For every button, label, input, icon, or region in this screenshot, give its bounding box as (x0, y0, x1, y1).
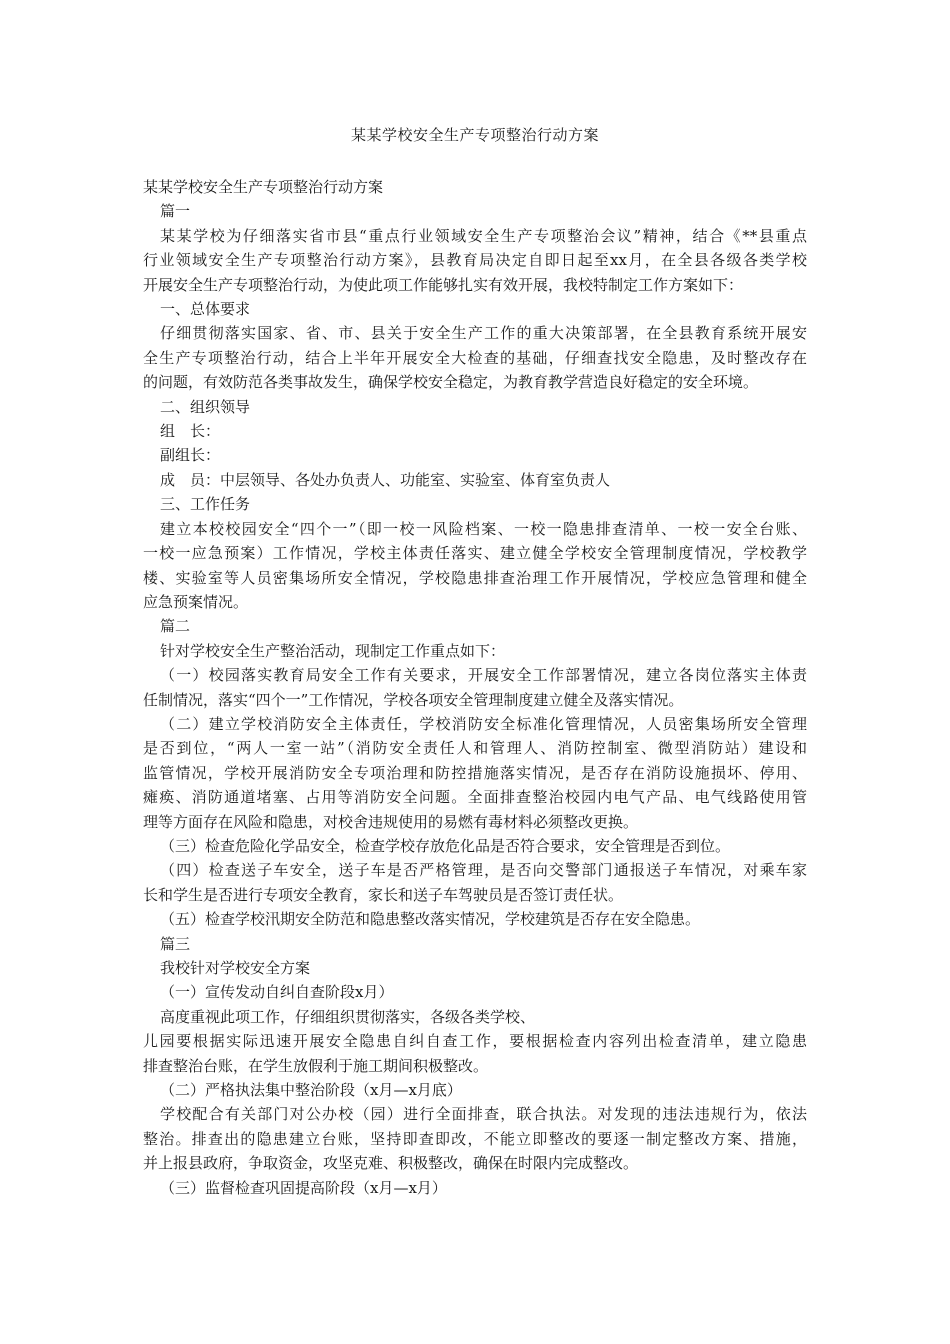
section-line: 针对学校安全生产整治活动，现制定工作重点如下： (160, 641, 506, 660)
section-line: 二、组织领导 (160, 397, 251, 416)
paragraph-line: （二）建立学校消防安全主体责任，学校消防安全标准化管理情况，人员密集场所安全管理 (160, 714, 807, 733)
section-line: 篇二 (160, 617, 191, 636)
paragraph-line: （四）检查送子车安全，送子车是否严格管理，是否向交警部门通报送子车情况，对乘车家 (160, 861, 807, 880)
section-line: 篇三 (160, 934, 191, 953)
section-line: （一）宣传发动自纠自查阶段x月） (160, 983, 394, 1002)
paragraph-line: 建立本校校园安全“四个一”（即一校一风险档案、一校一隐患排查清单、一校一安全台账、 (160, 519, 807, 538)
section-line: （五）检查学校汛期安全防范和隐患整改落实情况，学校建筑是否存在安全隐患。 (160, 910, 701, 929)
paragraph-line: 理等方面存在风险和隐患，对校舍违规使用的易燃有毒材料必须整改更换。 (143, 812, 639, 831)
paragraph-line: 应急预案情况。 (143, 592, 249, 611)
section-line: （三）监督检查巩固提高阶段（x月—x月） (160, 1178, 447, 1197)
paragraph-line: 楼、实验室等人员密集场所安全情况，学校隐患排查治理工作开展情况，学校应急管理和健全 (143, 568, 807, 587)
paragraph-line: 整治。排查出的隐患建立台账，坚持即查即改，不能立即整改的要逐一制定整改方案、措施， (143, 1129, 807, 1148)
section-line: 组 长： (160, 422, 221, 441)
section-line: 副组长： (160, 446, 221, 465)
paragraph-line: 仔细贯彻落实国家、省、市、县关于安全生产工作的重大决策部署，在全县教育系统开展安 (160, 324, 807, 343)
section-line: 我校针对学校安全方案 (160, 959, 311, 977)
section-line: 成 员：中层领导、各处办负责人、功能室、实验室、体育室负责人 (160, 470, 611, 489)
paragraph-line: （一）校园落实教育局安全工作有关要求，开展安全工作部署情况，建立各岗位落实主体责 (160, 666, 807, 685)
paragraph-line: 监管情况，学校开展消防安全专项治理和防控措施落实情况，是否存在消防设施损坏、停用、 (143, 763, 807, 782)
paragraph-line: 学校配合有关部门对公办校（园）进行全面排查，联合执法。对发现的违法违规行为，依法 (160, 1105, 807, 1124)
paragraph-line: 开展安全生产专项整治行动，为使此项工作能够扎实有效开展，我校特制定工作方案如下： (143, 275, 744, 294)
section-line: 高度重视此项工作，仔细组织贯彻落实，各级各类学校、 (160, 1007, 536, 1026)
paragraph-line: 行业领域安全生产专项整治行动方案》，县教育局决定自即日起至xx月，在全县各级各类学校 (143, 251, 807, 270)
paragraph-line: 任制情况，落实“四个一”工作情况，学校各项安全管理制度建立健全及落实情况。 (143, 690, 684, 709)
paragraph-line: 一校一应急预案）工作情况，学校主体责任落实、建立健全学校安全管理制度情况，学校教学 (143, 544, 807, 563)
section-line: （三）检查危险化学品安全，检查学校存放危化品是否符合要求，安全管理是否到位。 (160, 836, 731, 855)
document-body (143, 175, 807, 1200)
paragraph-line: 排查整治台账，在学生放假利于施工期间积极整改。 (143, 1056, 489, 1075)
section-line: 三、工作任务 (160, 495, 251, 514)
paragraph-line: 并上报县政府，争取资金，攻坚克难、积极整改，确保在时限内完成整改。 (143, 1154, 639, 1173)
section-line: 一、总体要求 (160, 300, 251, 319)
paragraph-line: 儿园要根据实际迅速开展安全隐患自纠自查工作，要根据检查内容列出检查清单，建立隐患 (143, 1032, 807, 1051)
paragraph-line: 全生产专项整治行动，结合上半年开展安全大检查的基础，仔细查找安全隐患，及时整改存在 (143, 348, 807, 367)
paragraph-line: 是否到位，“两人一室一站”（消防安全责任人和管理人、消防控制室、微型消防站）建设和 (143, 739, 807, 758)
paragraph-line: 长和学生是否进行专项安全教育，家长和送子车驾驶员是否签订责任状。 (143, 885, 624, 904)
paragraph-line: 某某学校为仔细落实省市县“重点行业领域安全生产专项整治会议”精神，结合《**县重点 (160, 226, 807, 245)
document-title: 某某学校安全生产专项整治行动方案 (350, 126, 599, 144)
paragraph-line: 的问题，有效防范各类事故发生，确保学校安全稳定，为教育教学营造良好稳定的安全环境。 (143, 373, 759, 392)
paragraph-line: 瘫痪、消防通道堵塞、占用等消防安全问题。全面排查整治校园内电气产品、电气线路使用管 (143, 788, 807, 807)
section-line: 篇一 (160, 202, 191, 221)
paragraph-line: 某某学校安全生产专项整治行动方案 (143, 178, 384, 196)
section-line: （二）严格执法集中整治阶段（x月—x月底） (160, 1081, 462, 1100)
